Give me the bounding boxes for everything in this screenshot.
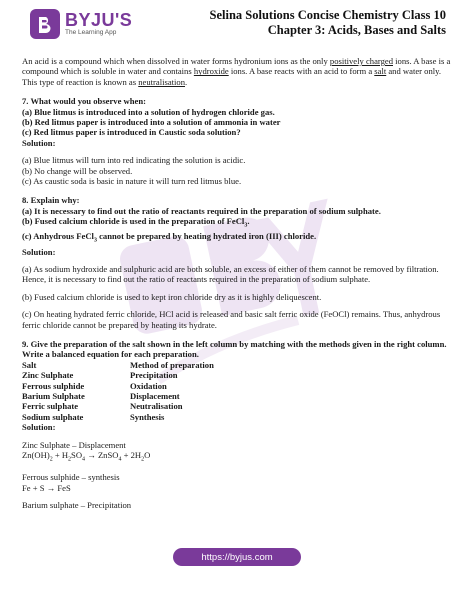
table-header-row <box>22 360 456 370</box>
answer-text: (a) Blue litmus will turn into red indicating the solution is acidic. <box>22 155 246 166</box>
question-part: (b) Fused calcium chloride is used in the preparation of FeCl$_3$. <box>22 216 250 229</box>
chemical-equation: $Zn(OH)_2 + H_2SO_4$ → ZnSO$_4$ + $2H_2O$ <box>22 450 151 463</box>
answer-text: (b) No change will be observed. <box>22 165 133 176</box>
chemical-equation: Fe + S → FeS <box>22 482 71 493</box>
answer-text: Ferrous sulphide – synthesis <box>22 472 120 483</box>
solution-label: Solution: <box>22 246 56 257</box>
question-part: (c) Anhydrous FeCl$_3$ cannot be prepared by heating hydrated iron (III) chloride. <box>22 231 317 245</box>
answer-text: (c) As caustic soda is basic in nature it will turn red litmus blue. <box>22 176 242 187</box>
footer-url-text: https://byjus.com <box>201 551 273 563</box>
blank-answer: positively charged <box>329 56 393 66</box>
question-part: (c) Red litmus paper is introduced in Caustic soda solution? <box>22 127 241 138</box>
byjus-logo-icon <box>30 9 60 39</box>
column-header-method: Method of preparation <box>130 359 214 370</box>
answer-text: Barium sulphate – Precipitation <box>22 499 132 510</box>
question-7 <box>22 96 456 186</box>
byjus-logo[interactable] <box>30 9 132 39</box>
question-8 <box>22 195 456 330</box>
question-heading: 7. What would you observe when: <box>22 96 146 107</box>
solution-label: Solution: <box>22 137 56 148</box>
answer-text: (c) On heating hydrated ferric chloride, HCl acid is released and basic salt ferric oxide (FeOCl) remains. Thus, anhydrous ferric chloride cannot be prepared by heating its hydrate. <box>22 309 441 330</box>
document-title <box>210 8 446 38</box>
table-row: Sodium sulphate Synthesis <box>22 411 165 422</box>
question-part: (b) Red litmus paper is introduced into a solution of ammonia in water <box>22 117 281 128</box>
logo-name: BYJU'S <box>65 10 133 30</box>
title-line-1: Selina Solutions Concise Chemistry Class 10 <box>209 8 446 22</box>
column-header-salt: Salt <box>22 359 37 370</box>
question-9 <box>22 339 456 510</box>
footer-url-link[interactable] <box>173 548 301 566</box>
answer-text: (a) As sodium hydroxide and sulphuric acid are both soluble, an excess of either of them cannot be removed by filtration. Hence, it is necessary to find out the ratio of reactants required in the preparation of sodium sulphate. <box>22 263 439 285</box>
question-part: (a) Blue litmus is introduced into a solution of hydrogen chloride gas. <box>22 106 275 117</box>
logo-tagline: The Learning App <box>65 29 117 36</box>
title-line-2: Chapter 3: Acids, Bases and Salts <box>267 23 446 37</box>
table-row: Zinc Sulphate Precipitation <box>22 370 178 381</box>
question-heading: 9. Give the preparation of the salt shown in the left column by matching with the methods given in the right column. Write a balanced equation for each preparation. <box>22 338 447 360</box>
answer-text: (b) Fused calcium chloride is used to kept iron chloride dry as it is highly deliquescent. <box>22 291 322 302</box>
blank-answer: neutralisation <box>138 76 186 87</box>
document-body <box>22 56 456 510</box>
question-heading: 8. Explain why: <box>22 195 80 206</box>
intro-paragraph: An acid is a compound which when dissolved in water forms hydronium ions as the only positively charged ions. A base is a compound which is soluble in water and contains hydroxide ions. A base reacts with an acid to form a salt and water only. This type of reaction is known as neutralisation. <box>22 56 451 87</box>
table-row: Ferrous sulphide Oxidation <box>22 380 167 391</box>
solution-label: Solution: <box>22 422 56 433</box>
table-row: Ferric sulphate Neutralisation <box>22 401 183 412</box>
blank-answer: salt <box>374 66 387 77</box>
answer-text: Zinc Sulphate – Displacement <box>22 439 126 450</box>
table-row: Barium Sulphate Displacement <box>22 391 180 401</box>
page-header <box>0 0 474 50</box>
blank-answer: hydroxide <box>193 66 229 77</box>
question-part: (a) It is necessary to find out the ratio of reactants required in the preparation of sodium sulphate. <box>22 205 381 216</box>
